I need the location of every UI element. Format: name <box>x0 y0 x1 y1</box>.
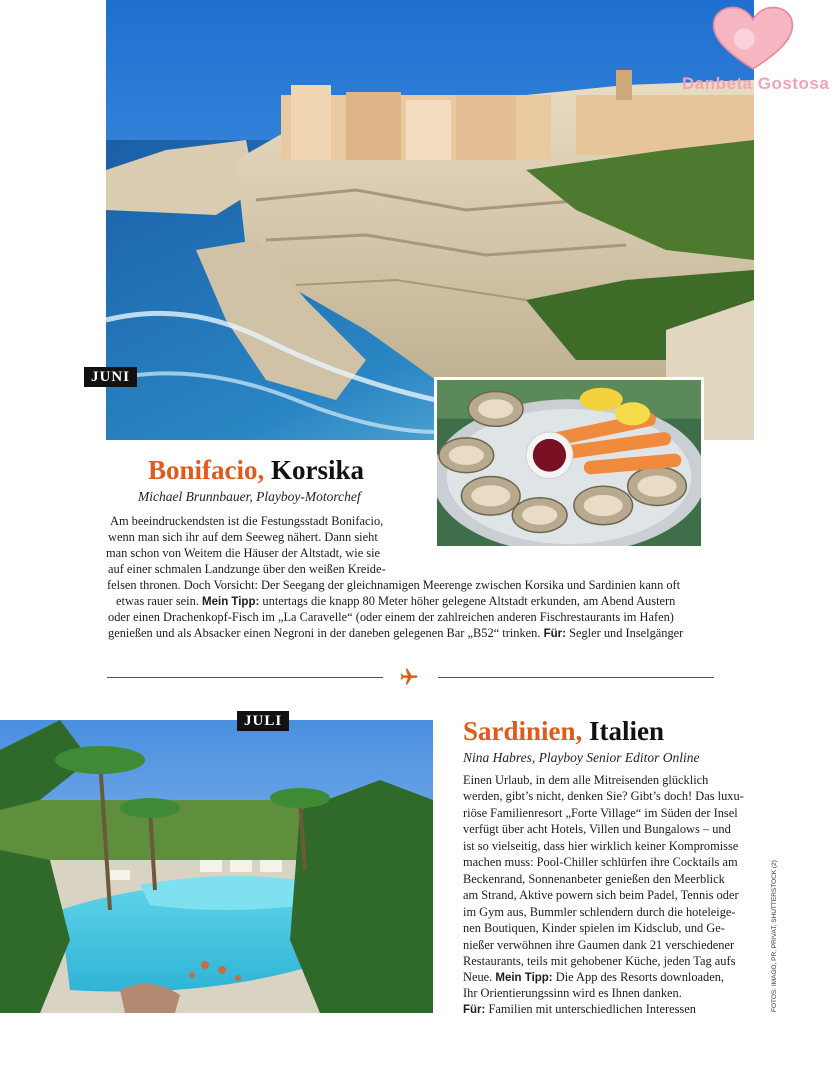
headline-country: Italien <box>589 716 665 746</box>
body-line <box>108 625 683 642</box>
body-line: nen Boutiquen, Kinder spielen im Kidsclub, und Ge- <box>463 921 725 935</box>
body-line: machen muss: Pool-Chiller schlürfen ihre Cocktails am <box>463 855 738 869</box>
body-line <box>116 593 675 610</box>
bonifacio-cliff-photo <box>106 0 754 440</box>
body-line: Einen Urlaub, in dem alle Mitreisenden glücklich <box>463 773 709 787</box>
fuer-label: Für: <box>463 1004 486 1016</box>
body-text: Neue. <box>463 970 493 984</box>
body-line: werden, gibt’s nicht, denken Sie? Gibt’s doch! Das luxu- <box>463 789 744 803</box>
watermark <box>680 0 836 100</box>
headline-country: Korsika <box>271 455 365 485</box>
photo-credit: FOTOS: IMAGO, PR, PRIVAT, SHUTTERSTOCK (2) <box>771 860 778 1012</box>
headline-place: Sardinien, <box>463 716 583 746</box>
body-text: Familien mit unterschiedlichen Interessen <box>488 1002 696 1016</box>
oysters-photo <box>434 377 704 549</box>
body-line: ist so vielseitig, dass hier wirklich keiner Kompromisse <box>463 839 739 853</box>
body-line: Am beeindruckendsten ist die Festungsstadt Bonifacio, <box>110 514 384 528</box>
body-line: felsen thronen. Doch Vorsicht: Der Seegang der gleichnamigen Meerenge zwischen Korsika und Sardinien kann oft <box>107 578 681 592</box>
heart-logo-icon <box>708 4 798 74</box>
body-line: oder einen Drachenkopf-Fisch im „La Caravelle“ (oder einem der zahlreichen anderen Fischrestaurants im Hafen) <box>108 610 674 624</box>
headline-place: Bonifacio, <box>148 455 265 485</box>
headline-bonifacio <box>148 457 364 484</box>
body-text: untertags die knapp 80 Meter höher gelegene Altstadt erkunden, am Abend Austern <box>262 594 676 608</box>
headline-sardinien <box>463 718 664 745</box>
body-line: Ihr Orientierungssinn wird es Ihnen danken. <box>463 986 682 1000</box>
body-text: Die App des Resorts downloaden, <box>555 970 725 984</box>
body-line: Beckenrand, Sonnenanbeter genießen den Meerblick <box>463 872 725 886</box>
body-text: genießen und als Absacker einen Negroni in der daneben gelegenen Bar „B52“ trinken. <box>108 626 541 640</box>
month-tag-july: JULI <box>237 711 289 731</box>
tip-label: Mein Tipp: <box>495 972 553 984</box>
forte-village-pool-photo <box>0 720 433 1013</box>
fuer-label: Für: <box>543 628 566 640</box>
body-line: im Gym aus, Bummler schlendern durch die hoteleige- <box>463 905 736 919</box>
body-line: verfügt über acht Hotels, Villen und Bungalows – und <box>463 822 731 836</box>
body-line: auf einer schmalen Landzunge über den weißen Kreide- <box>108 562 386 576</box>
watermark-text: Danbeta Gostosa <box>682 74 830 93</box>
divider-right <box>438 677 714 678</box>
divider-left <box>107 677 383 678</box>
tip-label: Mein Tipp: <box>202 596 260 608</box>
body-line <box>463 1001 696 1018</box>
body-line: wenn man sich ihr auf dem Seeweg nähert. Dann sieht <box>108 530 378 544</box>
body-line: riöse Familienresort „Forte Village“ im Süden der Insel <box>463 806 738 820</box>
body-line: man schon von Weitem die Häuser der Altstadt, wie sie <box>106 546 381 560</box>
byline-june: Michael Brunnbauer, Playboy-Motorchef <box>138 489 361 504</box>
airplane-icon <box>398 667 420 687</box>
body-line <box>463 969 724 986</box>
body-line: nießer verwöhnen ihre Gaumen dank 21 verschiedener <box>463 938 735 952</box>
body-line: am Strand, Aktive powern sich beim Padel, Tennis oder <box>463 888 739 902</box>
body-text: etwas rauer sein. <box>116 594 199 608</box>
month-tag-june: JUNI <box>84 367 137 387</box>
body-line: Restaurants, teils mit gehobener Küche, jeden Tag aufs <box>463 954 736 968</box>
body-text: Segler und Inselgänger <box>569 626 684 640</box>
byline-july: Nina Habres, Playboy Senior Editor Online <box>463 750 700 765</box>
